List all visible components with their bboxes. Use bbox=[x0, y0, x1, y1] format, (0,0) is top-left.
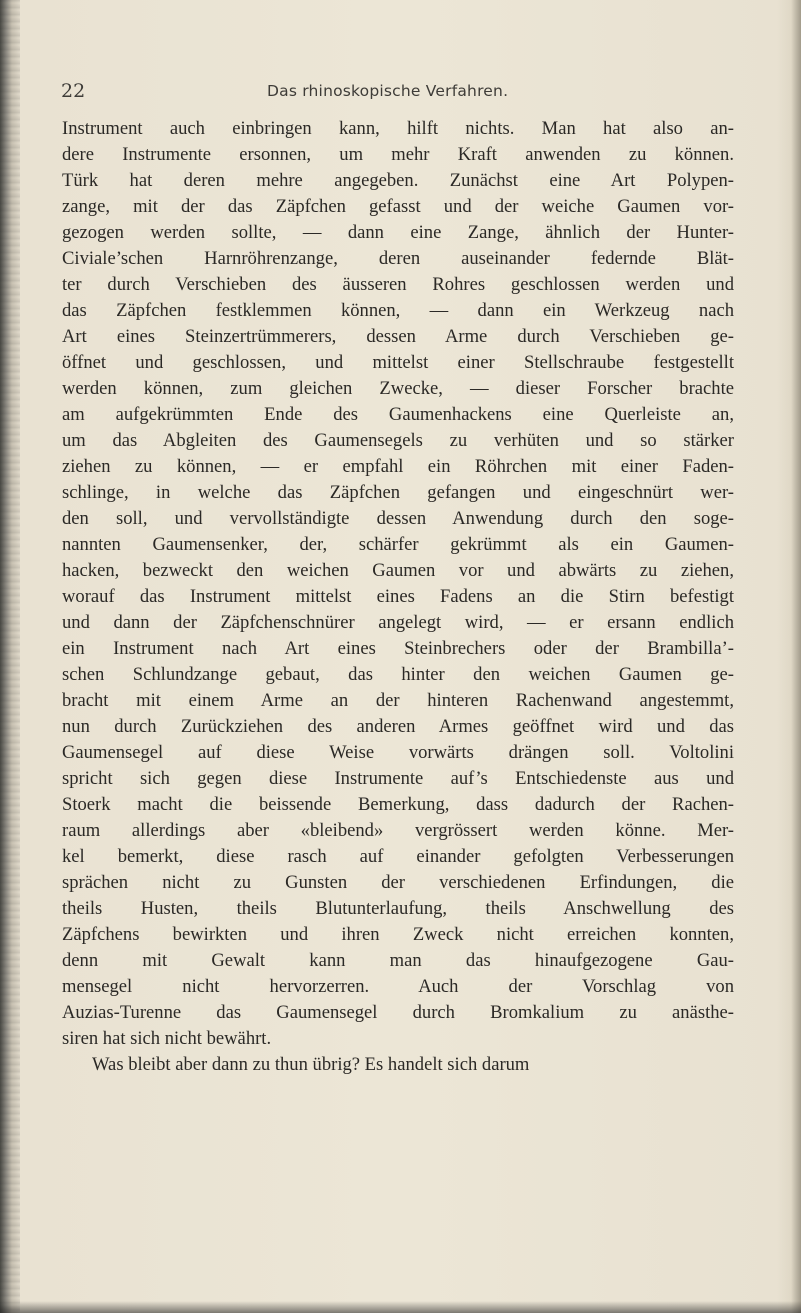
text-line: schen Schlundzange gebaut, das hinter den weichen Gaumen ge- bbox=[62, 664, 734, 685]
text-line: hacken, bezweckt den weichen Gaumen vor und abwärts zu ziehen, bbox=[62, 560, 734, 581]
text-line: Gaumensegel auf diese Weise vorwärts drängen soll. Voltolini bbox=[62, 742, 734, 763]
text-line: bracht mit einem Arme an der hinteren Rachenwand angestemmt, bbox=[62, 690, 734, 711]
text-line: schlinge, in welche das Zäpfchen gefangen und eingeschnürt wer- bbox=[62, 482, 734, 503]
text-line: Stoerk macht die beissende Bemerkung, dass dadurch der Rachen- bbox=[62, 794, 734, 815]
book-spine-shadow bbox=[0, 0, 20, 1313]
text-line: den soll, und vervollständigte dessen Anwendung durch den soge- bbox=[62, 508, 734, 529]
text-line: raum allerdings aber «bleibend» vergrössert werden könne. Mer- bbox=[62, 820, 734, 841]
text-line: Was bleibt aber dann zu thun übrig? Es handelt sich darum bbox=[92, 1054, 530, 1075]
text-line: Civiale’schen Harnröhrenzange, deren auseinander federnde Blät- bbox=[62, 248, 734, 269]
text-line: Zäpfchens bewirkten und ihren Zweck nicht erreichen konnten, bbox=[62, 924, 734, 945]
text-line: öffnet und geschlossen, und mittelst einer Stellschraube festgestellt bbox=[62, 352, 734, 373]
text-line: Art eines Steinzertrümmerers, dessen Arme durch Verschieben ge- bbox=[62, 326, 734, 347]
text-line: spricht sich gegen diese Instrumente auf’s Entschiedenste aus und bbox=[62, 768, 734, 789]
text-line: mensegel nicht hervorzerren. Auch der Vorschlag von bbox=[62, 976, 734, 997]
text-line: worauf das Instrument mittelst eines Fadens an die Stirn befestigt bbox=[62, 586, 734, 607]
page-number: 22 bbox=[61, 80, 86, 102]
text-line: ein Instrument nach Art eines Steinbrechers oder der Brambilla’- bbox=[62, 638, 734, 659]
text-line: siren hat sich nicht bewährt. bbox=[62, 1028, 272, 1049]
text-line: dere Instrumente ersonnen, um mehr Kraft anwenden zu können. bbox=[62, 144, 734, 165]
text-line: nun durch Zurückziehen des anderen Armes geöffnet wird und das bbox=[62, 716, 734, 737]
text-line: theils Husten, theils Blutunterlaufung, theils Anschwellung des bbox=[62, 898, 734, 919]
page-bottom-shadow bbox=[0, 1301, 801, 1313]
text-line: sprächen nicht zu Gunsten der verschiedenen Erfindungen, die bbox=[62, 872, 734, 893]
text-line: Instrument auch einbringen kann, hilft nichts. Man hat also an- bbox=[62, 118, 734, 139]
text-line: ter durch Verschieben des äusseren Rohres geschlossen werden und bbox=[62, 274, 734, 295]
text-line: zange, mit der das Zäpfchen gefasst und der weiche Gaumen vor- bbox=[62, 196, 734, 217]
page-edge-shadow bbox=[791, 0, 801, 1313]
page-header bbox=[61, 80, 741, 104]
text-line: werden können, zum gleichen Zwecke, — dieser Forscher brachte bbox=[62, 378, 734, 399]
text-line: am aufgekrümmten Ende des Gaumenhackens eine Querleiste an, bbox=[62, 404, 734, 425]
text-line: denn mit Gewalt kann man das hinaufgezogene Gau- bbox=[62, 950, 734, 971]
text-line: ziehen zu können, — er empfahl ein Röhrchen mit einer Faden- bbox=[62, 456, 734, 477]
text-line: um das Abgleiten des Gaumensegels zu verhüten und so stärker bbox=[62, 430, 734, 451]
text-line: kel bemerkt, diese rasch auf einander gefolgten Verbesserungen bbox=[62, 846, 734, 867]
running-title: Das rhinoskopische Verfahren. bbox=[267, 82, 509, 100]
body-text bbox=[62, 116, 734, 1078]
text-line: Auzias-Turenne das Gaumensegel durch Bromkalium zu anästhe- bbox=[62, 1002, 734, 1023]
text-line: nannten Gaumensenker, der, schärfer gekrümmt als ein Gaumen- bbox=[62, 534, 734, 555]
text-line: Türk hat deren mehre angegeben. Zunächst eine Art Polypen- bbox=[62, 170, 734, 191]
text-line: gezogen werden sollte, — dann eine Zange, ähnlich der Hunter- bbox=[62, 222, 734, 243]
text-line: und dann der Zäpfchenschnürer angelegt wird, — er ersann endlich bbox=[62, 612, 734, 633]
text-line: das Zäpfchen festklemmen können, — dann ein Werkzeug nach bbox=[62, 300, 734, 321]
